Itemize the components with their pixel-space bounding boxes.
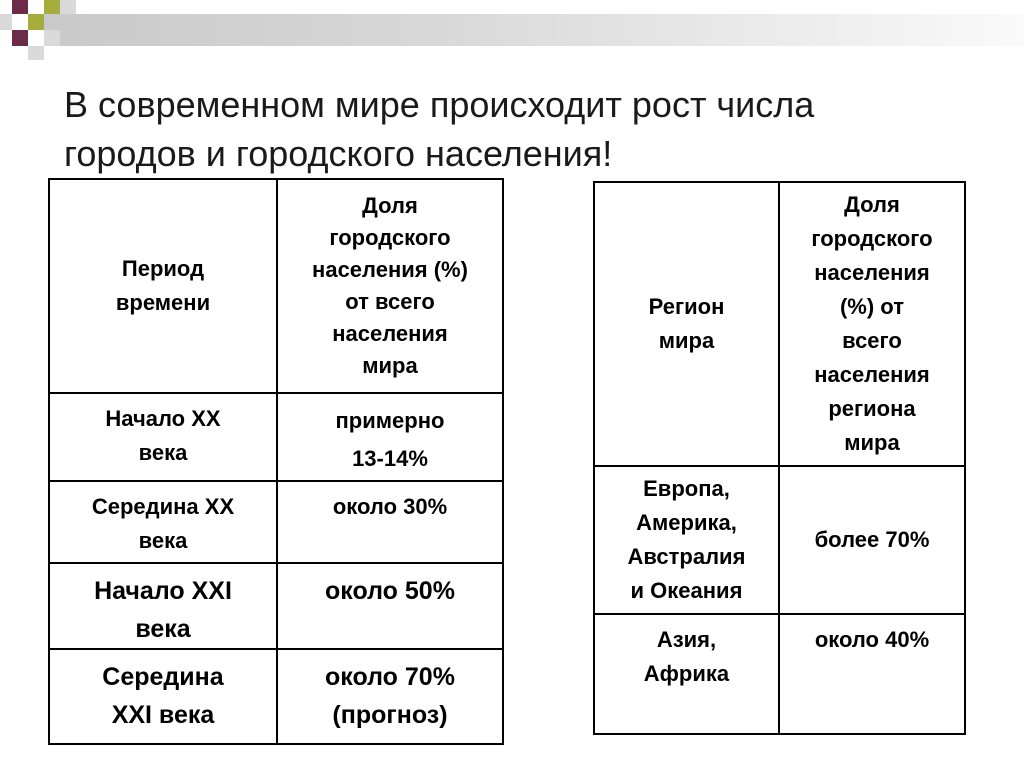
share-cell: около 40% — [779, 614, 965, 734]
decor-square — [12, 0, 28, 14]
share-cell: около 30% — [277, 481, 503, 563]
period-cell: Середина XX века — [49, 481, 277, 563]
period-cell: Начало XX века — [49, 393, 277, 481]
table-row — [49, 563, 503, 649]
regions-table — [593, 181, 966, 735]
header-share: Доля городского населения (%) от всего населения мира — [277, 179, 503, 393]
slide-title — [64, 80, 964, 178]
table-header-row — [594, 182, 965, 466]
table-row — [49, 481, 503, 563]
periods-table — [48, 178, 504, 745]
table-row — [594, 466, 965, 614]
table-header-row — [49, 179, 503, 393]
table-row — [49, 649, 503, 744]
slide-title-line: В современном мире происходит рост числа — [64, 84, 815, 125]
region-cell: Азия, Африка — [594, 614, 779, 734]
decor-square — [60, 0, 76, 14]
header-share: Доля городского населения (%) от всего населения региона мира — [779, 182, 965, 466]
share-cell: более 70% — [779, 466, 965, 614]
decor-square — [44, 0, 60, 14]
period-cell: Начало XXI века — [49, 563, 277, 649]
region-cell: Европа, Америка, Австралия и Океания — [594, 466, 779, 614]
share-cell: около 50% — [277, 563, 503, 649]
decor-square — [44, 30, 60, 46]
table-row — [594, 614, 965, 734]
table-row — [49, 393, 503, 481]
header-period: Период времени — [49, 179, 277, 393]
decor-square — [28, 46, 44, 60]
period-cell: Середина XXI века — [49, 649, 277, 744]
share-cell: около 70% (прогноз) — [277, 649, 503, 744]
header-region: Регион мира — [594, 182, 779, 466]
decor-square — [28, 14, 44, 30]
decor-square — [0, 14, 12, 30]
share-cell: примерно 13-14% — [277, 393, 503, 481]
header-gradient-bar — [44, 14, 1024, 46]
decor-square — [12, 30, 28, 46]
slide-title-line: городов и городского населения! — [64, 133, 613, 174]
